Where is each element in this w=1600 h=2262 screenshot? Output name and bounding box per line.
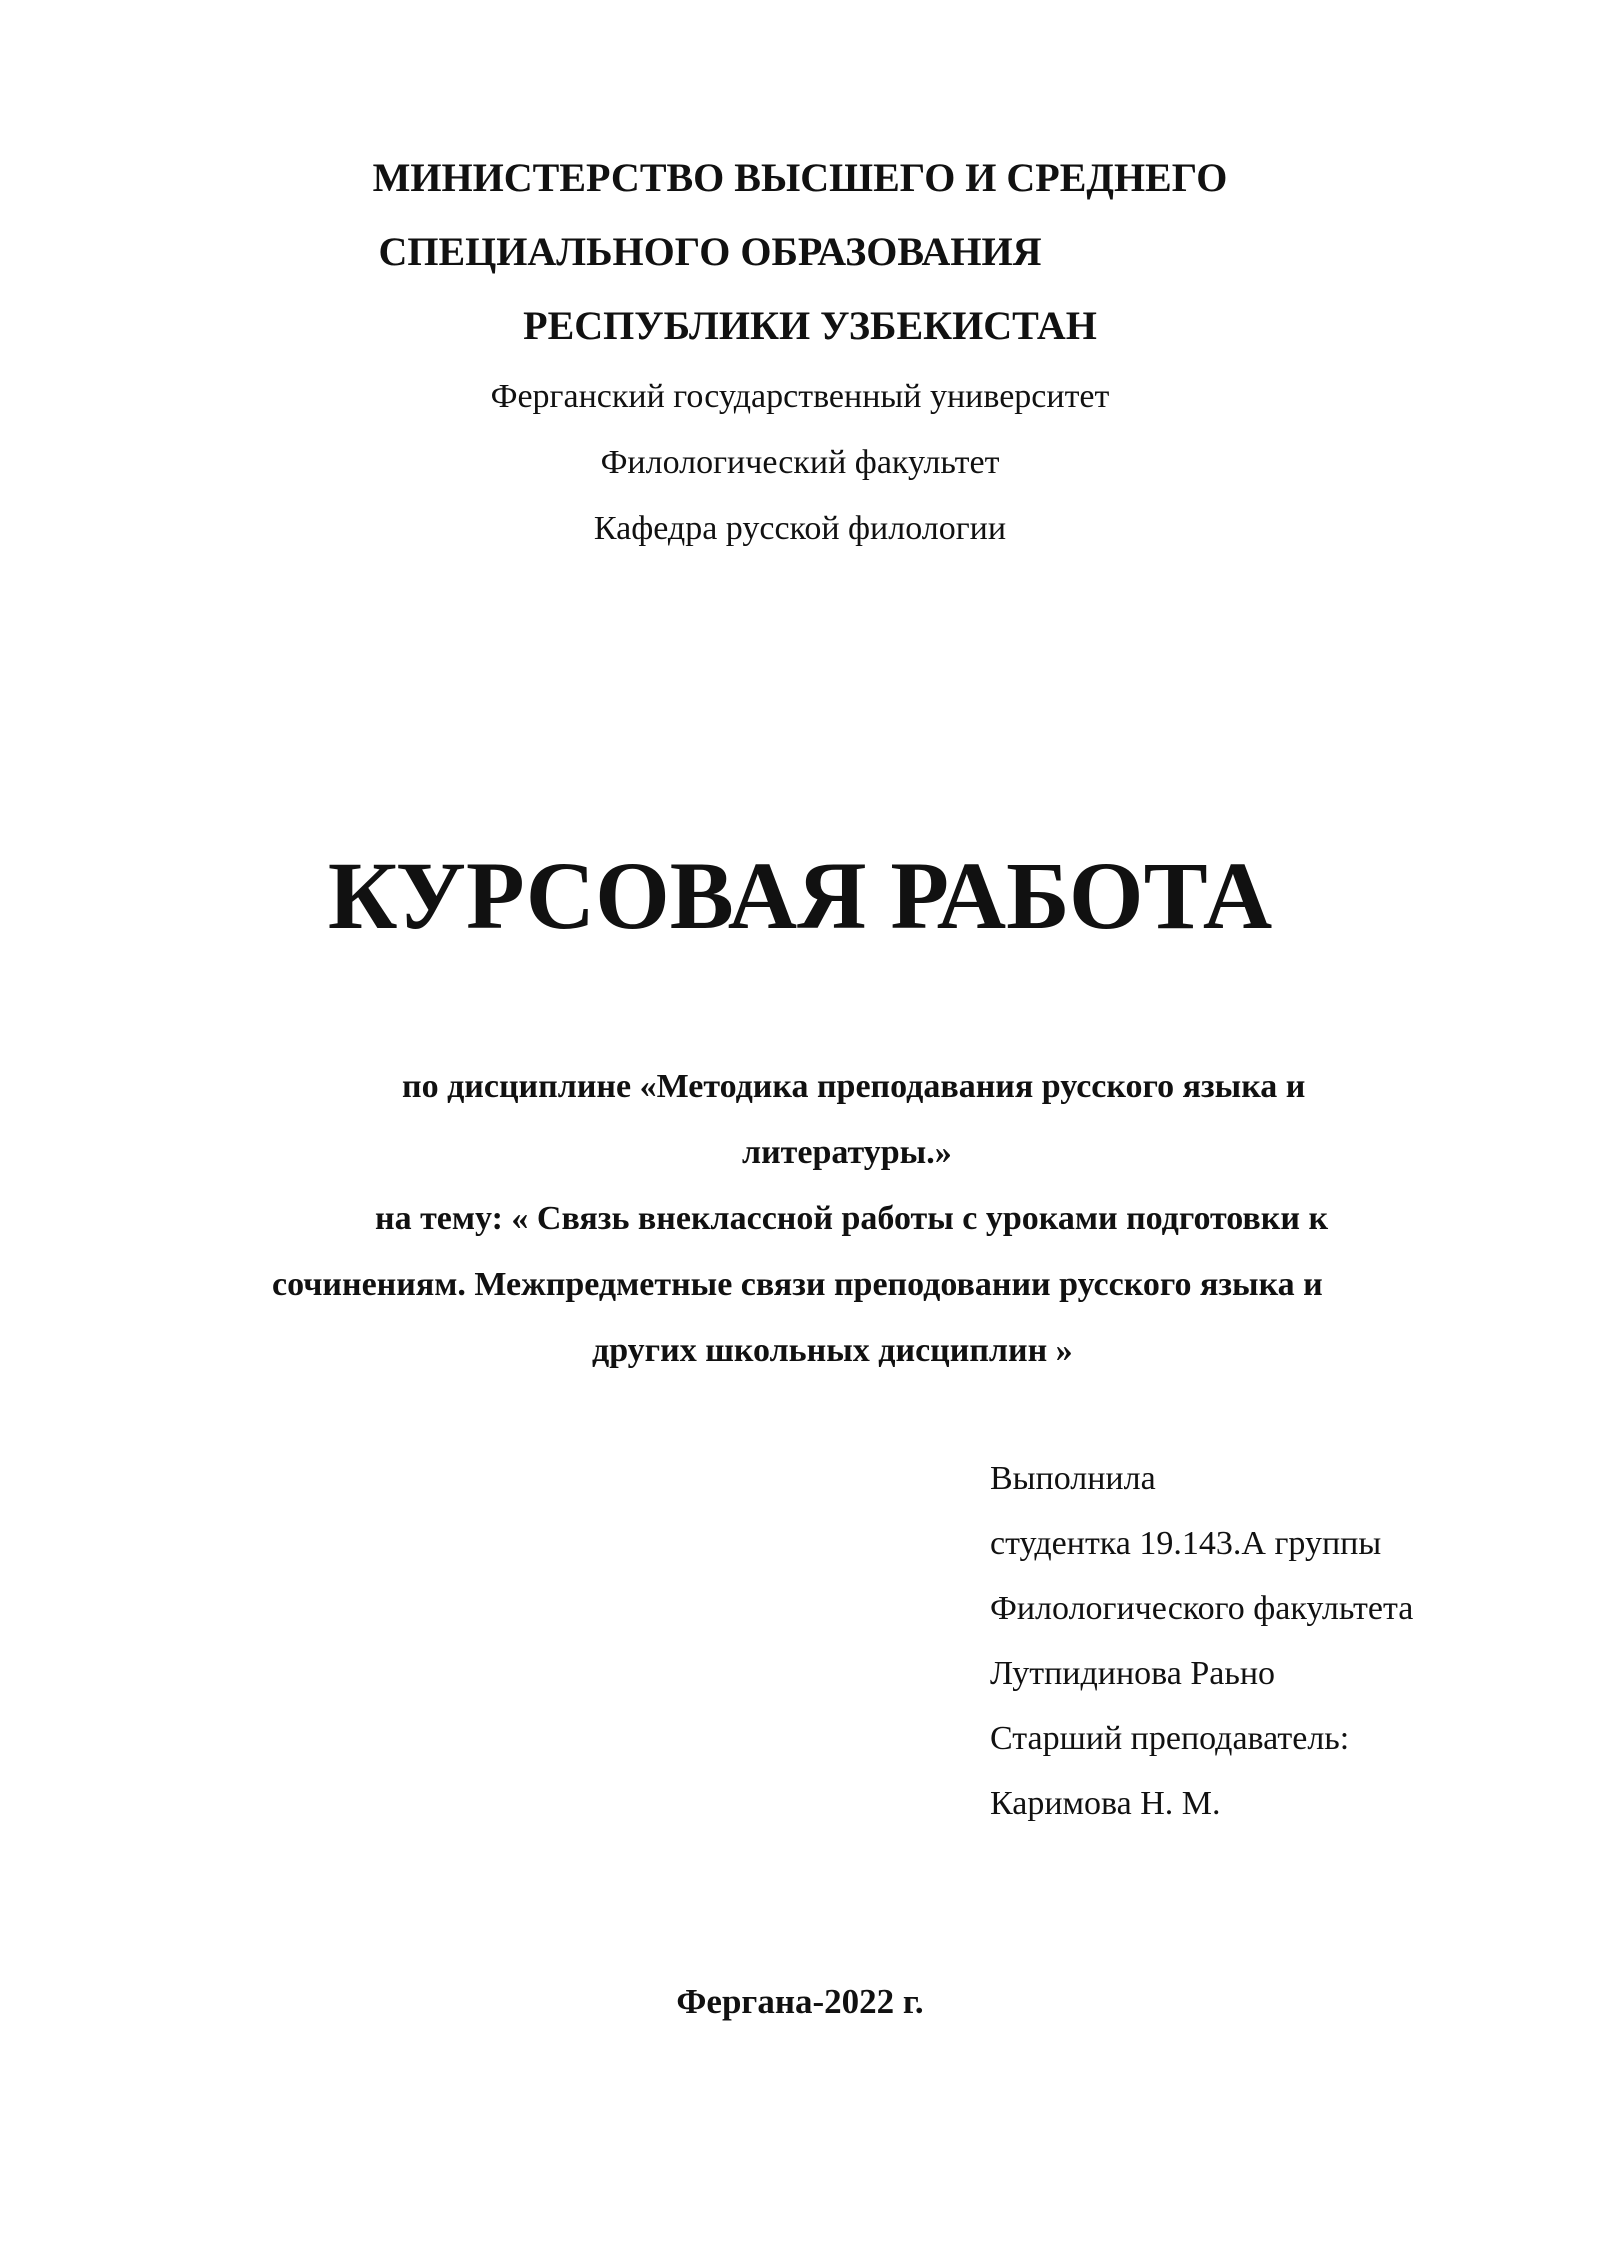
ministry-line-1: МИНИСТЕРСТВО ВЫСШЕГО И СРЕДНЕГО xyxy=(372,155,1228,200)
author-line-1: Выполнила xyxy=(990,1460,1156,1497)
author-line-5: Старший преподаватель: xyxy=(990,1720,1350,1757)
ministry-line-3: РЕСПУБЛИКИ УЗБЕКИСТАН xyxy=(523,303,1097,348)
topic-line-1: по дисциплине «Методика преподавания русского языка и xyxy=(402,1068,1306,1105)
topic-line-2: литературы.» xyxy=(742,1134,952,1171)
faculty-name: Филологический факультет xyxy=(600,444,1000,481)
topic-line-5: других школьных дисциплин » xyxy=(592,1332,1073,1369)
city-year: Фергана-2022 г. xyxy=(676,1982,924,2021)
author-line-4: Лутпидинова Раьно xyxy=(990,1655,1276,1692)
author-line-2: студентка 19.143.А группы xyxy=(990,1525,1382,1562)
author-line-6: Каримова Н. М. xyxy=(990,1785,1221,1822)
document-title: КУРСОВАЯ РАБОТА xyxy=(327,842,1273,949)
department-name: Кафедра русской филологии xyxy=(593,510,1007,547)
author-line-3: Филологического факультета xyxy=(990,1590,1414,1627)
topic-line-3: на тему: « Связь внеклассной работы с уроками подготовки к xyxy=(375,1200,1329,1237)
university-name: Ферганский государственный университет xyxy=(490,378,1110,415)
topic-line-4: сочинениям. Межпредметные связи преподовании русского языка и xyxy=(272,1266,1323,1303)
ministry-line-2: СПЕЦИАЛЬНОГО ОБРАЗОВАНИЯ xyxy=(378,229,1042,274)
